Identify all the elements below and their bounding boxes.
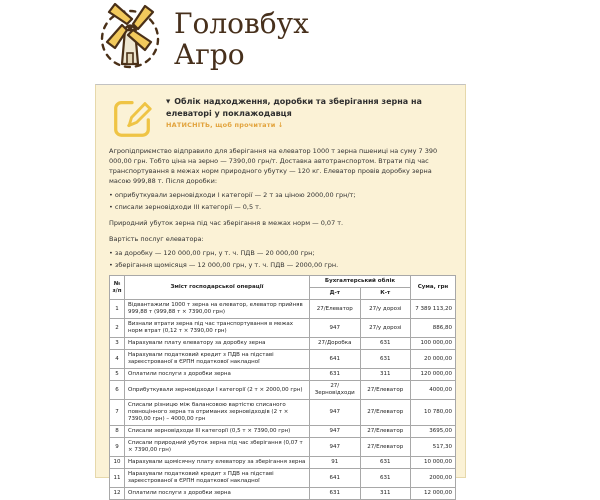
logo-line1: Головбух: [174, 7, 309, 40]
row-num-cell: 6: [110, 381, 125, 400]
table-body: [110, 300, 456, 500]
operation-desc-cell: Визнали втрати зерна під час транспортування в межах норм втрат (0,12 т × 7390,00 грн): [125, 319, 310, 338]
row-num-cell: 11: [110, 469, 125, 488]
debit-cell: 27/Доробка: [310, 338, 361, 350]
windmill-icon: [98, 5, 162, 69]
row-num-cell: 4: [110, 350, 125, 369]
table-row: [110, 350, 456, 369]
operation-desc-cell: Нарахували податковий кредит з ПДВ на підставі зареєстрованої в ЄРПН податкової накладної: [125, 350, 310, 369]
row-num-cell: 5: [110, 369, 125, 381]
row-num-cell: 2: [110, 319, 125, 338]
sum-cell: 4000,00: [411, 381, 456, 400]
collapse-caret-icon[interactable]: ▼: [166, 99, 171, 105]
logo: [98, 5, 309, 70]
table-row: [110, 300, 456, 319]
bullet-item: • за доробку — 120 000,00 грн, у т. ч. ПДВ — 20 000,00 грн;: [109, 248, 452, 258]
table-row: [110, 457, 456, 469]
credit-cell: 27/Елеватор: [360, 426, 411, 438]
debit-cell: 947: [310, 400, 361, 426]
debit-cell: 947: [310, 426, 361, 438]
credit-cell: 631: [360, 469, 411, 488]
credit-cell: 311: [360, 369, 411, 381]
col-header-accounting: Бухгалтерський облік: [310, 276, 411, 288]
operation-desc-cell: Нарахували податковий кредит з ПДВ на підставі зареєстрованої в ЄРПН податкової накладної: [125, 469, 310, 488]
sum-cell: 7 389 113,20: [411, 300, 456, 319]
credit-cell: 631: [360, 350, 411, 369]
operation-desc-cell: Відвантажили 1000 т зерна на елеватор, елеватор прийняв 999,88 т (999,88 т × 7390,00 грн): [125, 300, 310, 319]
operation-desc-cell: Списали зерновідходи III категорії (0,5 т × 7390,00 грн): [125, 426, 310, 438]
col-header-credit: К-т: [360, 288, 411, 300]
operation-desc-cell: Нарахували плату елеватору за доробку зерна: [125, 338, 310, 350]
bullet-item: • зберігання щомісяця — 12 000,00 грн, у т. ч. ПДВ — 2000,00 грн.: [109, 260, 452, 270]
postings-table: [109, 275, 456, 500]
operation-desc-cell: Оплатили послуги з доробки зерна: [125, 369, 310, 381]
sum-cell: 2000,00: [411, 469, 456, 488]
logo-text: [174, 8, 309, 70]
bullet-item: • списали зерновідходи III категорії — 0,5 т.: [109, 202, 452, 212]
header-text: [166, 94, 454, 129]
logo-line2: Агро: [174, 38, 245, 71]
row-num-cell: 12: [110, 488, 125, 500]
dorobka-list: [109, 190, 452, 212]
debit-cell: 947: [310, 438, 361, 457]
sum-cell: 10 780,00: [411, 400, 456, 426]
credit-cell: 27/Елеватор: [360, 400, 411, 426]
operation-desc-cell: Списали природний убуток зерна під час зберігання (0,07 т × 7390,00 грн): [125, 438, 310, 457]
services-list: [109, 248, 452, 270]
table-row: [110, 488, 456, 500]
row-num-cell: 9: [110, 438, 125, 457]
bullet-item: • оприбуткували зерновідходи I категорії — 2 т за ціною 2000,00 грн/т;: [109, 190, 452, 200]
row-num-cell: 7: [110, 400, 125, 426]
debit-cell: 947: [310, 319, 361, 338]
table-row: [110, 438, 456, 457]
debit-cell: 631: [310, 488, 361, 500]
sum-cell: 517,30: [411, 438, 456, 457]
table-head: [110, 276, 456, 300]
sum-cell: 886,80: [411, 319, 456, 338]
read-more-link[interactable]: НАТИСНІТЬ, щоб прочитати ↓: [166, 121, 284, 129]
col-header-debit: Д-т: [310, 288, 361, 300]
article-title-row: [166, 96, 454, 119]
credit-cell: 27/Елеватор: [360, 381, 411, 400]
article-collapse-header[interactable]: [109, 94, 452, 140]
table-row: [110, 426, 456, 438]
col-header-num: № з/п: [110, 276, 125, 300]
sum-cell: 100 000,00: [411, 338, 456, 350]
table-row: [110, 369, 456, 381]
credit-cell: 27/Елеватор: [360, 438, 411, 457]
operation-desc-cell: Оприбуткували зерновідходи I категорії (2 т × 2000,00 грн): [125, 381, 310, 400]
credit-cell: 27/у дорозі: [360, 319, 411, 338]
ubutok-paragraph: Природний убуток зерна під час зберігання в межах норм — 0,07 т.: [109, 219, 344, 227]
credit-cell: 311: [360, 488, 411, 500]
col-header-desc: Зміст господарської операції: [125, 276, 310, 300]
sum-cell: 10 000,00: [411, 457, 456, 469]
debit-cell: 641: [310, 469, 361, 488]
sum-cell: 20 000,00: [411, 350, 456, 369]
debit-cell: 91: [310, 457, 361, 469]
table-row: [110, 338, 456, 350]
table-row: [110, 381, 456, 400]
debit-cell: 641: [310, 350, 361, 369]
sum-cell: 12 000,00: [411, 488, 456, 500]
credit-cell: 27/у дорозі: [360, 300, 411, 319]
credit-cell: 631: [360, 338, 411, 350]
row-num-cell: 1: [110, 300, 125, 319]
intro-paragraph: Агропідприємство відправило для зберігання на елеватор 1000 т зерна пшениці на суму 7 390 000,00 грн. Тобто ціна на зерно — 7390,00 грн/т. Доставка автотранспортом. Втрати під час транспортування в межах норм природного убутку — 120 кг. Елеватор провів доробку зерна масою 999,88 т. Після доробки:: [109, 147, 438, 185]
article-card: [95, 84, 466, 496]
col-header-sum: Сума, грн: [411, 276, 456, 300]
sum-cell: 3695,00: [411, 426, 456, 438]
debit-cell: 27/Елеватор: [310, 300, 361, 319]
operation-desc-cell: Нарахували щомісячну плату елеватору за зберігання зерна: [125, 457, 310, 469]
row-num-cell: 3: [110, 338, 125, 350]
table-row: [110, 400, 456, 426]
row-num-cell: 8: [110, 426, 125, 438]
operation-desc-cell: Оплатили послуги з доробки зерна: [125, 488, 310, 500]
debit-cell: 631: [310, 369, 361, 381]
debit-cell: 27/Зерновідходи: [310, 381, 361, 400]
pencil-icon: [109, 94, 155, 140]
services-intro-paragraph: Вартість послуг елеватора:: [109, 235, 204, 243]
row-num-cell: 10: [110, 457, 125, 469]
table-row: [110, 469, 456, 488]
operation-desc-cell: Списали різницю між балансовою вартістю списаного повноцінного зерна та отриманих зерновідходів (2 т × 7390,00 грн) – 4000,00 грн: [125, 400, 310, 426]
article-title: Облік надходження, доробки та зберігання зерна на елеваторі у поклажодавця: [166, 97, 422, 118]
credit-cell: 631: [360, 457, 411, 469]
table-row: [110, 319, 456, 338]
sum-cell: 120 000,00: [411, 369, 456, 381]
